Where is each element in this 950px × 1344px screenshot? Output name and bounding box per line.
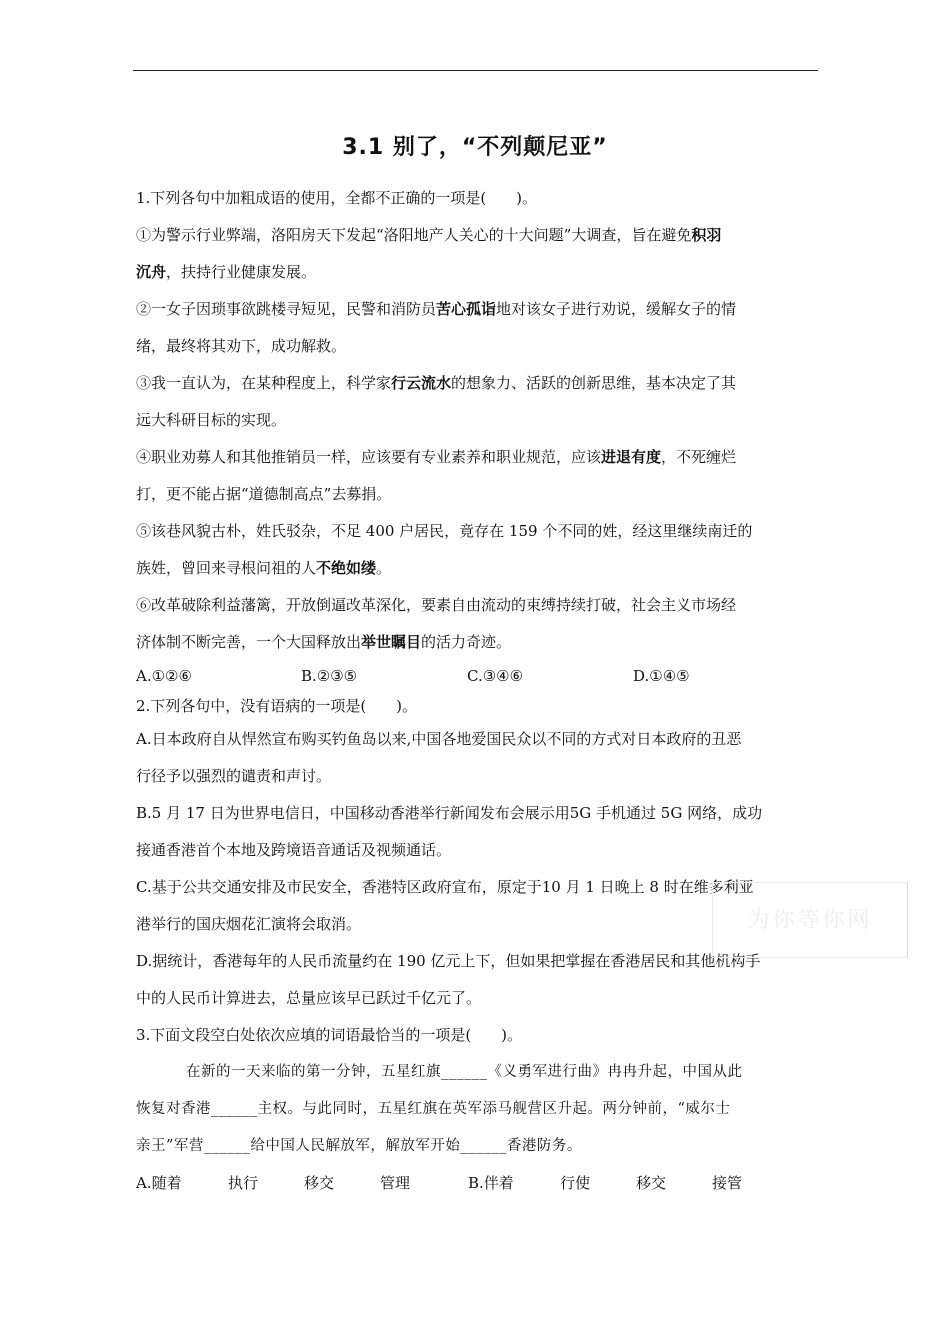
q2-stem: 2.下列各句中，没有语病的一项是( )。 bbox=[136, 697, 418, 715]
q2-option-b-cont: 接通香港首个本地及跨境语音通话及视频通话。 bbox=[136, 841, 452, 859]
q3-option-a-4: 管理 bbox=[380, 1174, 411, 1192]
q2-option-c-cont: 港举行的国庆烟花汇演将会取消。 bbox=[136, 915, 362, 933]
q1-option-c: C.③④⑥ bbox=[467, 667, 524, 685]
q1-option-a: A.①②⑥ bbox=[136, 667, 192, 685]
q2-option-a: A.日本政府自从悍然宣布购买钓鱼岛以来,中国各地爱国民众以不同的方式对日本政府的丑恶 bbox=[136, 730, 742, 748]
q3-options bbox=[136, 1165, 816, 1202]
watermark: 为你等你网 bbox=[712, 882, 908, 958]
page-title: 3.1 别了，“不列颠尼亚” bbox=[342, 135, 608, 160]
q1-option-d: D.①④⑤ bbox=[633, 667, 690, 685]
document-body bbox=[136, 180, 816, 1202]
q2-option-b: B.5 月 17 日为世界电信日，中国移动香港举行新闻发布会展示用5G 手机通过 5G 网络，成功 bbox=[136, 804, 763, 822]
q1-sentence-5-cont: 族姓，曾回来寻根问祖的人不绝如缕。 bbox=[136, 559, 392, 577]
q3-option-b-4: 接管 bbox=[712, 1174, 743, 1192]
q1-sentence-5: ⑤该巷风貌古朴，姓氏驳杂，不足 400 户居民，竟存在 159 个不同的姓，经这里继续南迁的 bbox=[136, 522, 753, 540]
q1-sentence-2-cont: 绪，最终将其劝下，成功解救。 bbox=[136, 337, 347, 355]
header-rule bbox=[133, 70, 818, 71]
q3-stem: 3.下面文段空白处依次应填的词语最恰当的一项是( )。 bbox=[136, 1026, 523, 1044]
q3-option-a-3: 移交 bbox=[304, 1174, 335, 1192]
q1-sentence-3: ③我一直认为，在某种程度上，科学家行云流水的想象力、活跃的创新思维，基本决定了其 bbox=[136, 374, 737, 392]
q2-option-a-cont: 行径予以强烈的谴责和声讨。 bbox=[136, 767, 332, 785]
q3-passage-line-1: 在新的一天来临的第一分钟，五星红旗______《义勇军进行曲》冉冉升起，中国从此 bbox=[186, 1064, 743, 1080]
q1-stem: 1.下列各句中加粗成语的使用，全都不正确的一项是( )。 bbox=[136, 189, 538, 207]
q1-sentence-6-cont: 济体制不断完善，一个大国释放出举世瞩目的活力奇迹。 bbox=[136, 633, 512, 651]
q2-option-d: D.据统计，香港每年的人民币流量约在 190 亿元上下，但如果把掌握在香港居民和其他机构手 bbox=[136, 952, 761, 970]
q3-passage-line-3: 亲王”军营______给中国人民解放军，解放军开始______香港防务。 bbox=[136, 1138, 582, 1154]
q3-passage-line-2: 恢复对香港______主权。与此同时，五星红旗在英军添马舰营区升起。两分钟前，“威尔士 bbox=[136, 1101, 731, 1117]
q3-option-b-3: 移交 bbox=[636, 1174, 667, 1192]
q3-option-b-2: 行使 bbox=[560, 1174, 591, 1192]
q3-option-b-1: B.伴着 bbox=[468, 1174, 514, 1192]
q1-sentence-3-cont: 远大科研目标的实现。 bbox=[136, 411, 287, 429]
q1-sentence-4: ④职业劝募人和其他推销员一样，应该要有专业素养和职业规范，应该进退有度，不死缠烂 bbox=[136, 448, 737, 466]
q2-option-c: C.基于公共交通安排及市民安全，香港特区政府宣布，原定于10 月 1 日晚上 8 时在维多利亚 bbox=[136, 878, 754, 896]
q1-option-b: B.②③⑤ bbox=[301, 667, 358, 685]
q3-option-a-2: 执行 bbox=[228, 1174, 259, 1192]
q1-sentence-1: ①为警示行业弊端，洛阳房天下发起“洛阳地产人关心的十大问题”大调查，旨在避免积羽 bbox=[136, 226, 722, 244]
q1-sentence-4-cont: 打，更不能占据“道德制高点”去募捐。 bbox=[136, 485, 392, 503]
q1-sentence-1-cont: 沉舟，扶持行业健康发展。 bbox=[136, 263, 317, 281]
q1-options bbox=[136, 661, 816, 691]
q2-option-d-cont: 中的人民币计算进去，总量应该早已跃过千亿元了。 bbox=[136, 989, 482, 1007]
q3-option-a-1: A.随着 bbox=[136, 1174, 182, 1192]
q1-sentence-6: ⑥改革破除利益藩篱，开放倒逼改革深化，要素自由流动的束缚持续打破，社会主义市场经 bbox=[136, 596, 737, 614]
q1-sentence-2: ②一女子因琐事欲跳楼寻短见，民警和消防员苦心孤诣地对该女子进行劝说，缓解女子的情 bbox=[136, 300, 737, 318]
